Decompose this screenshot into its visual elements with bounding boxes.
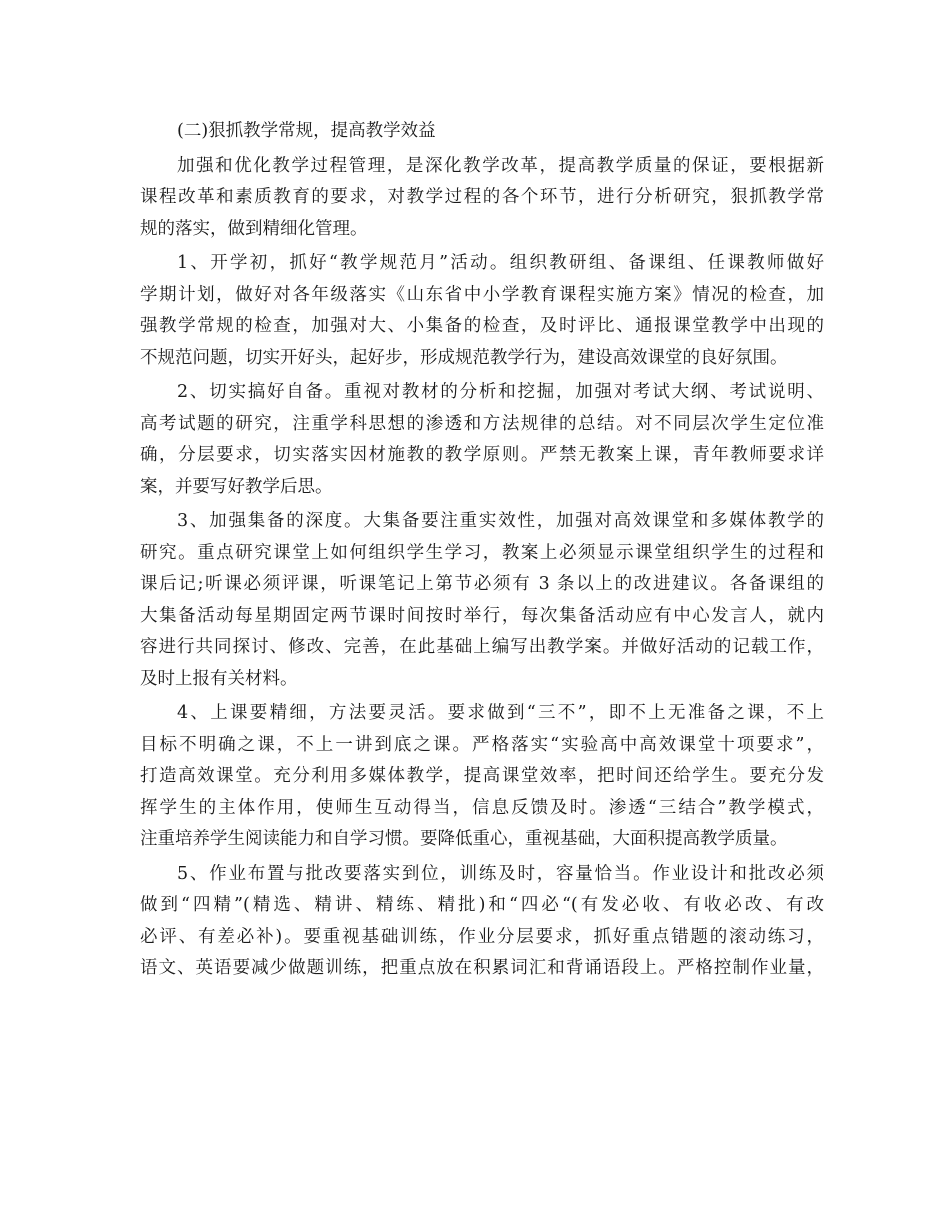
paragraph-line: 必评、有差必补)。要重视基础训练，作业分层要求，抓好重点错题的滚动练习， — [140, 926, 824, 947]
section-heading: (二)狠抓教学常规，提高教学效益 — [177, 121, 436, 141]
paragraph-line: 加强和优化教学过程管理，是深化教学改革，提高教学质量的保证，要根据新 — [177, 155, 824, 176]
paragraph-line: 确，分层要求，切实落实因材施教的教学原则。严禁无教案上课，青年教师要求详 — [140, 445, 824, 465]
paragraph-line: 高考试题的研究，注重学科思想的渗透和方法规律的总结。对不同层次学生定位准 — [140, 413, 824, 434]
paragraph-item-1 — [140, 248, 824, 374]
paragraph-line: 研究。重点研究课堂上如何组织学生学习，教案上必须显示课堂组织学生的过程和 — [140, 542, 824, 563]
paragraph-line: 5、作业布置与批改要落实到位，训练及时，容量恰当。作业设计和批改必须 — [177, 863, 824, 884]
paragraph-line: 打造高效课堂。充分利用多媒体教学，提高课堂效率，把时间还给学生。要充分发 — [140, 766, 824, 786]
paragraph-line: 案，并要写好教学后思。 — [140, 476, 333, 497]
document-body — [140, 116, 824, 988]
paragraph-line: 容进行共同探讨、修改、完善，在此基础上编写出教学案。并做好活动的记载工作， — [140, 637, 824, 657]
paragraph-line: 课程改革和素质教育的要求，对教学过程的各个环节，进行分析研究，狠抓教学常 — [140, 187, 824, 207]
paragraph-line: 做到“四精”(精选、精讲、精练、精批)和“四必“(有发必收、有收必改、有改 — [140, 895, 824, 915]
section-heading-block — [140, 116, 824, 148]
paragraph-line: 注重培养学生阅读能力和自学习惯。要降低重心，重视基础，大面积提高教学质量。 — [140, 829, 788, 849]
paragraph-line: 不规范问题，切实开好头，起好步，形成规范教学行为，建设高效课堂的良好氛围。 — [140, 347, 788, 368]
paragraph-line: 大集备活动每星期固定两节课时间按时举行，每次集备活动应有中心发言人，就内 — [140, 605, 824, 626]
paragraph-line: 课后记;听课必须评课，听课笔记上第节必须有 3 条以上的改进建议。各备课组的 — [140, 574, 824, 594]
paragraph-line: 语文、英语要减少做题训练，把重点放在积累词汇和背诵语段上。严格控制作业量， — [140, 958, 824, 978]
paragraph-line: 1、开学初，抓好“教学规范月”活动。组织教研组、备课组、任课教师做好 — [177, 253, 824, 273]
paragraph-item-4 — [140, 698, 824, 856]
paragraph-line: 3、加强集备的深度。大集备要注重实效性，加强对高效课堂和多媒体教学的 — [177, 511, 824, 531]
paragraph-item-5 — [140, 859, 824, 985]
paragraph-item-3 — [140, 506, 824, 695]
paragraph-line: 及时上报有关材料。 — [140, 668, 298, 689]
paragraph-line: 规的落实，做到精细化管理。 — [140, 218, 368, 239]
paragraph-line: 强教学常规的检查，加强对大、小集备的检查，及时评比、通报课堂教学中出现的 — [140, 316, 824, 336]
paragraph-line: 挥学生的主体作用，使师生互动得当，信息反馈及时。渗透“三结合”教学模式， — [140, 797, 824, 818]
paragraph-line: 4、上课要精细，方法要灵活。要求做到“三不”，即不上无准备之课，不上 — [177, 703, 824, 723]
paragraph-line: 目标不明确之课，不上一讲到底之课。严格落实“实验高中高效课堂十项要求”， — [140, 734, 824, 755]
paragraph-line: 2、切实搞好自备。重视对教材的分析和挖掘，加强对考试大纲、考试说明、 — [177, 382, 824, 402]
paragraph-item-2 — [140, 377, 824, 503]
paragraph-line: 学期计划，做好对各年级落实《山东省中小学教育课程实施方案》情况的检查，加 — [140, 284, 824, 305]
paragraph-intro — [140, 151, 824, 246]
